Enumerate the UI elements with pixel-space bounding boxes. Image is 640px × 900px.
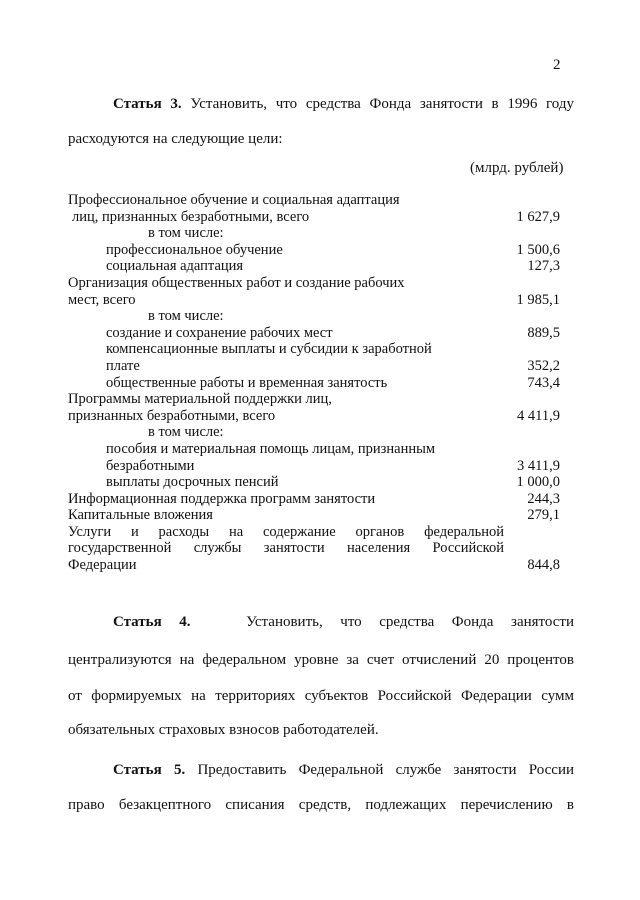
units-label: (млрд. рублей) <box>470 160 564 176</box>
budget-row-support: Программы материальной поддержки лиц, <box>68 391 332 408</box>
article4-text1: Установить, что средства Фонда занятости <box>246 614 574 630</box>
budget-row-public-works-cont: мест, всего 1 985,1 <box>68 291 560 308</box>
budget-row-information: Информационная поддержка программ занятости 244,3 <box>68 490 560 507</box>
article4-title: Статья 4. <box>113 614 191 630</box>
budget-value: 244,3 <box>527 490 560 507</box>
budget-value: 1 000,0 <box>516 474 560 491</box>
budget-row-public-works-sub2-cont: плате 352,2 <box>106 357 560 374</box>
budget-including: в том числе: <box>148 424 224 441</box>
budget-row-training-sub2: социальная адаптация 127,3 <box>106 258 560 275</box>
budget-row-support-sub1-cont: безработными 3 411,9 <box>106 457 560 474</box>
article5-line2: право безакцептного списания средств, подлежащих перечислению в <box>68 797 574 813</box>
budget-value: 1 985,1 <box>516 291 560 308</box>
article4-line4: обязательных страховых взносов работодателей. <box>68 722 379 738</box>
budget-value: 279,1 <box>527 507 560 524</box>
budget-row-public-works-sub3: общественные работы и временная занятость 743,4 <box>106 374 560 391</box>
article4-line3: от формируемых на территориях субъектов Российской Федерации сумм <box>68 688 574 704</box>
article5-line1 <box>68 760 574 780</box>
budget-value: 3 411,9 <box>517 457 560 474</box>
article5-text1: Предоставить Федеральной службе занятости России <box>197 762 574 778</box>
article3-line1 <box>68 94 574 114</box>
budget-row-training-sub1: профессиональное обучение 1 500,6 <box>106 241 560 258</box>
budget-value: 1 500,6 <box>516 241 560 258</box>
budget-row-public-works-sub2: компенсационные выплаты и субсидии к заработной <box>106 341 432 358</box>
budget-row-support-sub2: выплаты досрочных пенсий 1 000,0 <box>106 474 560 491</box>
budget-row-services-cont1: государственной службы занятости населения Российской <box>68 540 504 557</box>
budget-including: в том числе: <box>148 225 224 242</box>
budget-row-services: Услуги и расходы на содержание органов федеральной <box>68 523 504 540</box>
budget-row-capital: Капитальные вложения 279,1 <box>68 507 560 524</box>
budget-value: 889,5 <box>527 324 560 341</box>
article5-title: Статья 5. <box>113 762 186 778</box>
page-number: 2 <box>553 57 561 73</box>
article3-text1: Установить, что средства Фонда занятости в 1996 году <box>190 96 575 112</box>
budget-row-support-sub1: пособия и материальная помощь лицам, признанным <box>106 440 436 457</box>
budget-table <box>68 192 560 574</box>
budget-value: 1 627,9 <box>516 208 560 225</box>
budget-row-services-cont2: Федерации 844,8 <box>68 557 560 574</box>
budget-value: 352,2 <box>527 357 560 374</box>
budget-row-training: Профессиональное обучение и социальная адаптация <box>68 192 400 208</box>
budget-value: 743,4 <box>527 374 560 391</box>
budget-value: 4 411,9 <box>517 407 560 424</box>
budget-row-support-cont: признанных безработными, всего 4 411,9 <box>68 407 560 424</box>
article3-line2: расходуются на следующие цели: <box>68 131 283 147</box>
budget-row-public-works-sub1: создание и сохранение рабочих мест 889,5 <box>106 324 560 341</box>
budget-including: в том числе: <box>148 308 224 325</box>
article3-title: Статья 3. <box>113 96 182 112</box>
article4-line1 <box>68 612 574 632</box>
article4-line2: централизуются на федеральном уровне за счет отчислений 20 процентов <box>68 652 574 668</box>
budget-row-public-works: Организация общественных работ и создание рабочих <box>68 274 405 291</box>
budget-value: 127,3 <box>527 258 560 275</box>
budget-row-training-cont: лиц, признанных безработными, всего 1 627,9 <box>72 208 560 225</box>
budget-value: 844,8 <box>527 557 560 574</box>
